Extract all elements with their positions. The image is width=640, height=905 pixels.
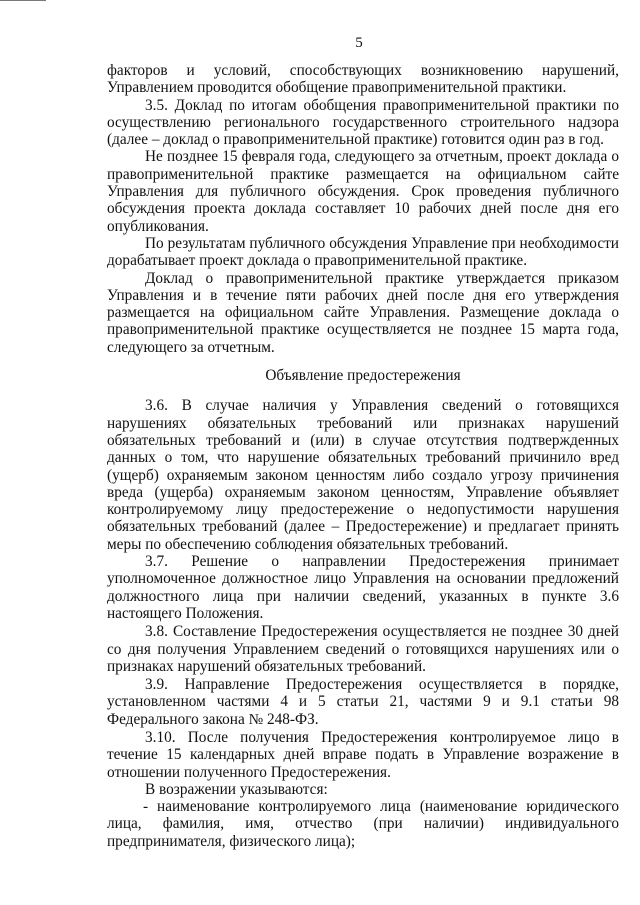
paragraph-public-discussion: По результатам публичного обсуждения Управление при необходимости дорабатывает проект доклада о правоприменительной практике. [107, 234, 619, 270]
list-item-controlled-person: - наименование контролируемого лица (наименование юридического лица, фамилия, имя, отчество (при наличии) индивидуального предпринимателя, физического лица); [107, 798, 619, 850]
paragraph-report-approval: Доклад о правоприменительной практике утверждается приказом Управления и в течение пяти рабочих дней после дня его утверждения размещается на официальном сайте Управления. Размещение доклада о правоприменительной практике осуществляется не позднее 15 марта года, следующего за отчетным. [107, 269, 619, 356]
section-heading: Объявление предостережения [265, 367, 461, 385]
paragraph-objection-intro: В возражении указываются: [145, 780, 328, 798]
paragraph-3-7: 3.7. Решение о направлении Предостережения принимает уполномоченное должностное лицо Управления на основании предложений должностного лица при наличии сведений, указанных в пункте 3.6 настоящего Положения. [107, 553, 619, 622]
paragraph-draft-deadline: Не позднее 15 февраля года, следующего за отчетным, проект доклада о правоприменительной практике размещается на официальном сайте Управления для публичного обсуждения. Срок проведения публичного обсуждения проекта доклада составляет 10 рабочих дней после дня его опубликования. [107, 148, 619, 235]
paragraph-3-9: 3.9. Направление Предостережения осуществляется в порядке, установленном частями 4 и 5 статьи 21, частями 9 и 9.1 статьи 98 Федерального закона № 248-ФЗ. [107, 676, 619, 728]
page-number: 5 [355, 35, 363, 51]
paragraph-3-10: 3.10. После получения Предостережения контролируемое лицо в течение 15 календарных дней вправе подать в Управление возражение в отношении полученного Предостережения. [107, 728, 619, 781]
scan-edge-mark [0, 0, 46, 1]
paragraph-3-8: 3.8. Составление Предостережения осуществляется не позднее 30 дней со дня получения Управлением сведений о готовящихся нарушениях или о признаках нарушений обязательных требований. [107, 623, 619, 675]
paragraph-3-6: 3.6. В случае наличия у Управления сведений о готовящихся нарушениях обязательных требований или признаках нарушений обязательных требований и (или) в случае отсутствия подтвержденных данных о том, что нарушение обязательных требований причинило вред (ущерб) охраняемым законом ценностям либо создало угрозу причинения вреда (ущерба) охраняемым законом ценностям, Управление объявляет контролируемому лицу предостережение о недопустимости нарушения обязательных требований (далее – Предостережение) и предлагает принять меры по обеспечению соблюдения обязательных требований. [107, 397, 619, 553]
paragraph-3-5: 3.5. Доклад по итогам обобщения правоприменительной практики по осуществлению регионального государственного строительного надзора (далее – доклад о правоприменительной практике) готовится один раз в год. [107, 96, 619, 149]
document-body [107, 62, 619, 850]
paragraph-continuation: факторов и условий, способствующих возникновению нарушений, Управлением проводится обобщение правоприменительной практики. [107, 62, 619, 97]
